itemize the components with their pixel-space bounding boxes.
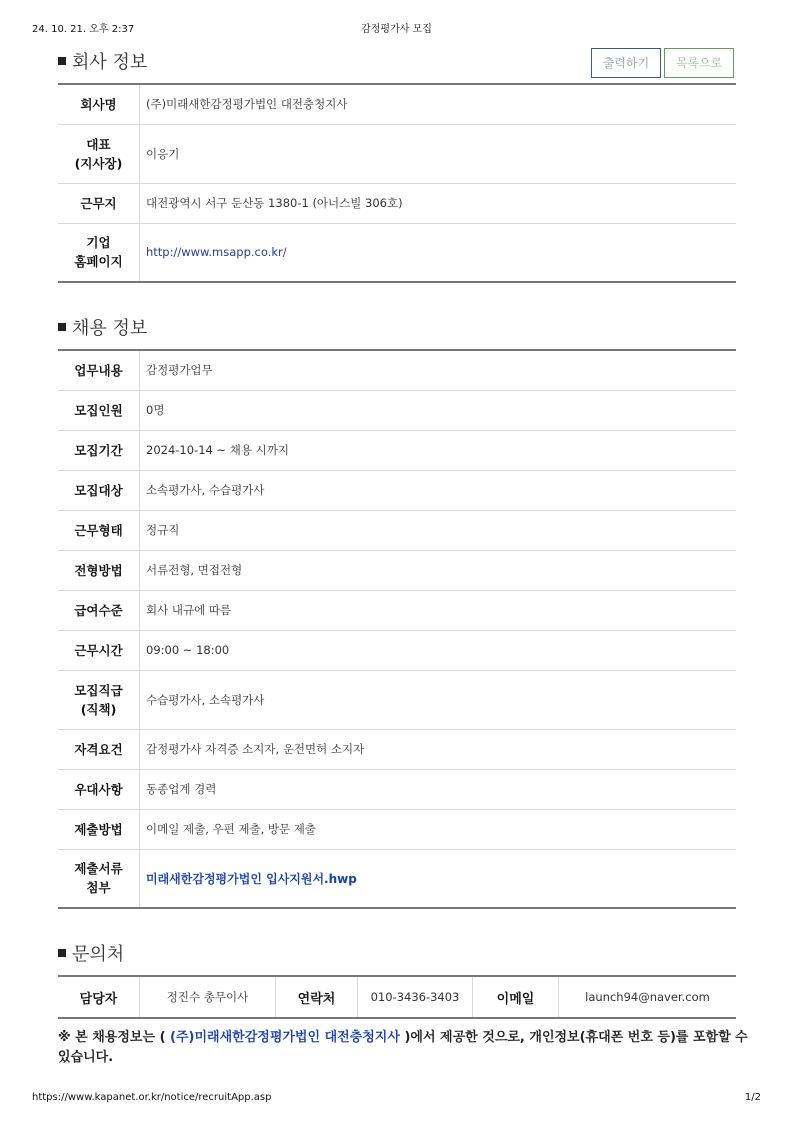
table-row <box>58 430 736 470</box>
print-header <box>0 20 793 34</box>
contact-section-title: 문의처 <box>58 940 124 966</box>
phone-label: 연락처 <box>276 976 358 1018</box>
table-row <box>58 670 736 729</box>
table-row <box>58 849 736 908</box>
manager-label: 담당자 <box>58 976 140 1018</box>
row-value: 감정평가업무 <box>140 350 737 390</box>
homepage-link[interactable]: http://www.msapp.co.kr/ <box>146 245 287 260</box>
table-row <box>58 183 736 223</box>
row-value: 2024-10-14 ~ 채용 시까지 <box>140 430 737 470</box>
representative-value: 이응기 <box>140 124 737 183</box>
company-name-value: (주)미래새한감정평가법인 대전충청지사 <box>140 84 737 124</box>
row-label: 근무형태 <box>58 510 140 550</box>
row-value: 서류전형, 면접전형 <box>140 550 737 590</box>
print-button[interactable]: 출력하기 <box>591 48 661 78</box>
attachment-cell <box>140 849 737 908</box>
print-footer <box>0 1092 793 1106</box>
row-value: 이메일 제출, 우편 제출, 방문 제출 <box>140 809 737 849</box>
row-label: 모집직급 (직책) <box>58 670 140 729</box>
table-row <box>58 350 736 390</box>
table-row <box>58 390 736 430</box>
table-row <box>58 809 736 849</box>
row-label: 우대사항 <box>58 769 140 809</box>
row-label: 기업 홈페이지 <box>58 223 140 282</box>
row-value: 동종업계 경력 <box>140 769 737 809</box>
print-url: https://www.kapanet.or.kr/notice/recruitApp.asp <box>32 1092 272 1103</box>
table-row <box>58 976 736 1018</box>
row-value: 09:00 ~ 18:00 <box>140 630 737 670</box>
row-label: 모집인원 <box>58 390 140 430</box>
table-row <box>58 550 736 590</box>
row-label: 전형방법 <box>58 550 140 590</box>
table-row <box>58 470 736 510</box>
row-label: 급여수준 <box>58 590 140 630</box>
row-label: 업무내용 <box>58 350 140 390</box>
row-label: 대표 (지사장) <box>58 124 140 183</box>
table-row <box>58 630 736 670</box>
square-bullet-icon <box>58 323 66 331</box>
print-page-title: 감정평가사 모집 <box>361 24 432 35</box>
row-label: 근무시간 <box>58 630 140 670</box>
company-info-table <box>58 83 736 283</box>
manager-value: 정진수 총무이사 <box>140 976 276 1018</box>
square-bullet-icon <box>58 949 66 957</box>
row-value: 소속평가사, 수습평가사 <box>140 470 737 510</box>
email-label: 이메일 <box>473 976 559 1018</box>
row-label: 모집대상 <box>58 470 140 510</box>
attachment-link[interactable]: 미래새한감정평가법인 입사지원서.hwp <box>146 871 357 886</box>
table-row <box>58 124 736 183</box>
print-datetime: 24. 10. 21. 오후 2:37 <box>32 24 135 35</box>
privacy-notice: ※ 본 채용정보는 ( (주)미래새한감정평가법인 대전충청지사 )에서 제공한 것으로, 개인정보(휴대폰 번호 등)를 포함할 수 있습니다. <box>58 1030 748 1065</box>
row-label: 근무지 <box>58 183 140 223</box>
recruit-info-table <box>58 349 736 909</box>
row-value: 회사 내규에 따름 <box>140 590 737 630</box>
recruit-section-title: 채용 정보 <box>58 314 147 340</box>
table-row <box>58 769 736 809</box>
list-button[interactable]: 목록으로 <box>664 48 734 78</box>
table-row <box>58 510 736 550</box>
row-value: 감정평가사 자격증 소지자, 운전면허 소지자 <box>140 729 737 769</box>
workplace-value: 대전광역시 서구 둔산동 1380-1 (아너스빌 306호) <box>140 183 737 223</box>
table-row <box>58 729 736 769</box>
table-row <box>58 223 736 282</box>
square-bullet-icon <box>58 57 66 65</box>
company-section-title: 회사 정보 <box>58 48 147 74</box>
phone-value: 010-3436-3403 <box>358 976 473 1018</box>
notice-company-name: (주)미래새한감정평가법인 대전충청지사 <box>170 1030 400 1045</box>
row-label: 자격요건 <box>58 729 140 769</box>
table-row <box>58 84 736 124</box>
homepage-cell <box>140 223 737 282</box>
row-label: 모집기간 <box>58 430 140 470</box>
print-page-number: 1/2 <box>744 1092 761 1103</box>
table-row <box>58 590 736 630</box>
contact-table <box>58 975 736 1019</box>
row-label: 제출방법 <box>58 809 140 849</box>
row-value: 수습평가사, 소속평가사 <box>140 670 737 729</box>
row-value: 0명 <box>140 390 737 430</box>
row-label: 제출서류 첨부 <box>58 849 140 908</box>
row-value: 정규직 <box>140 510 737 550</box>
row-label: 회사명 <box>58 84 140 124</box>
email-value: launch94@naver.com <box>585 990 710 1004</box>
